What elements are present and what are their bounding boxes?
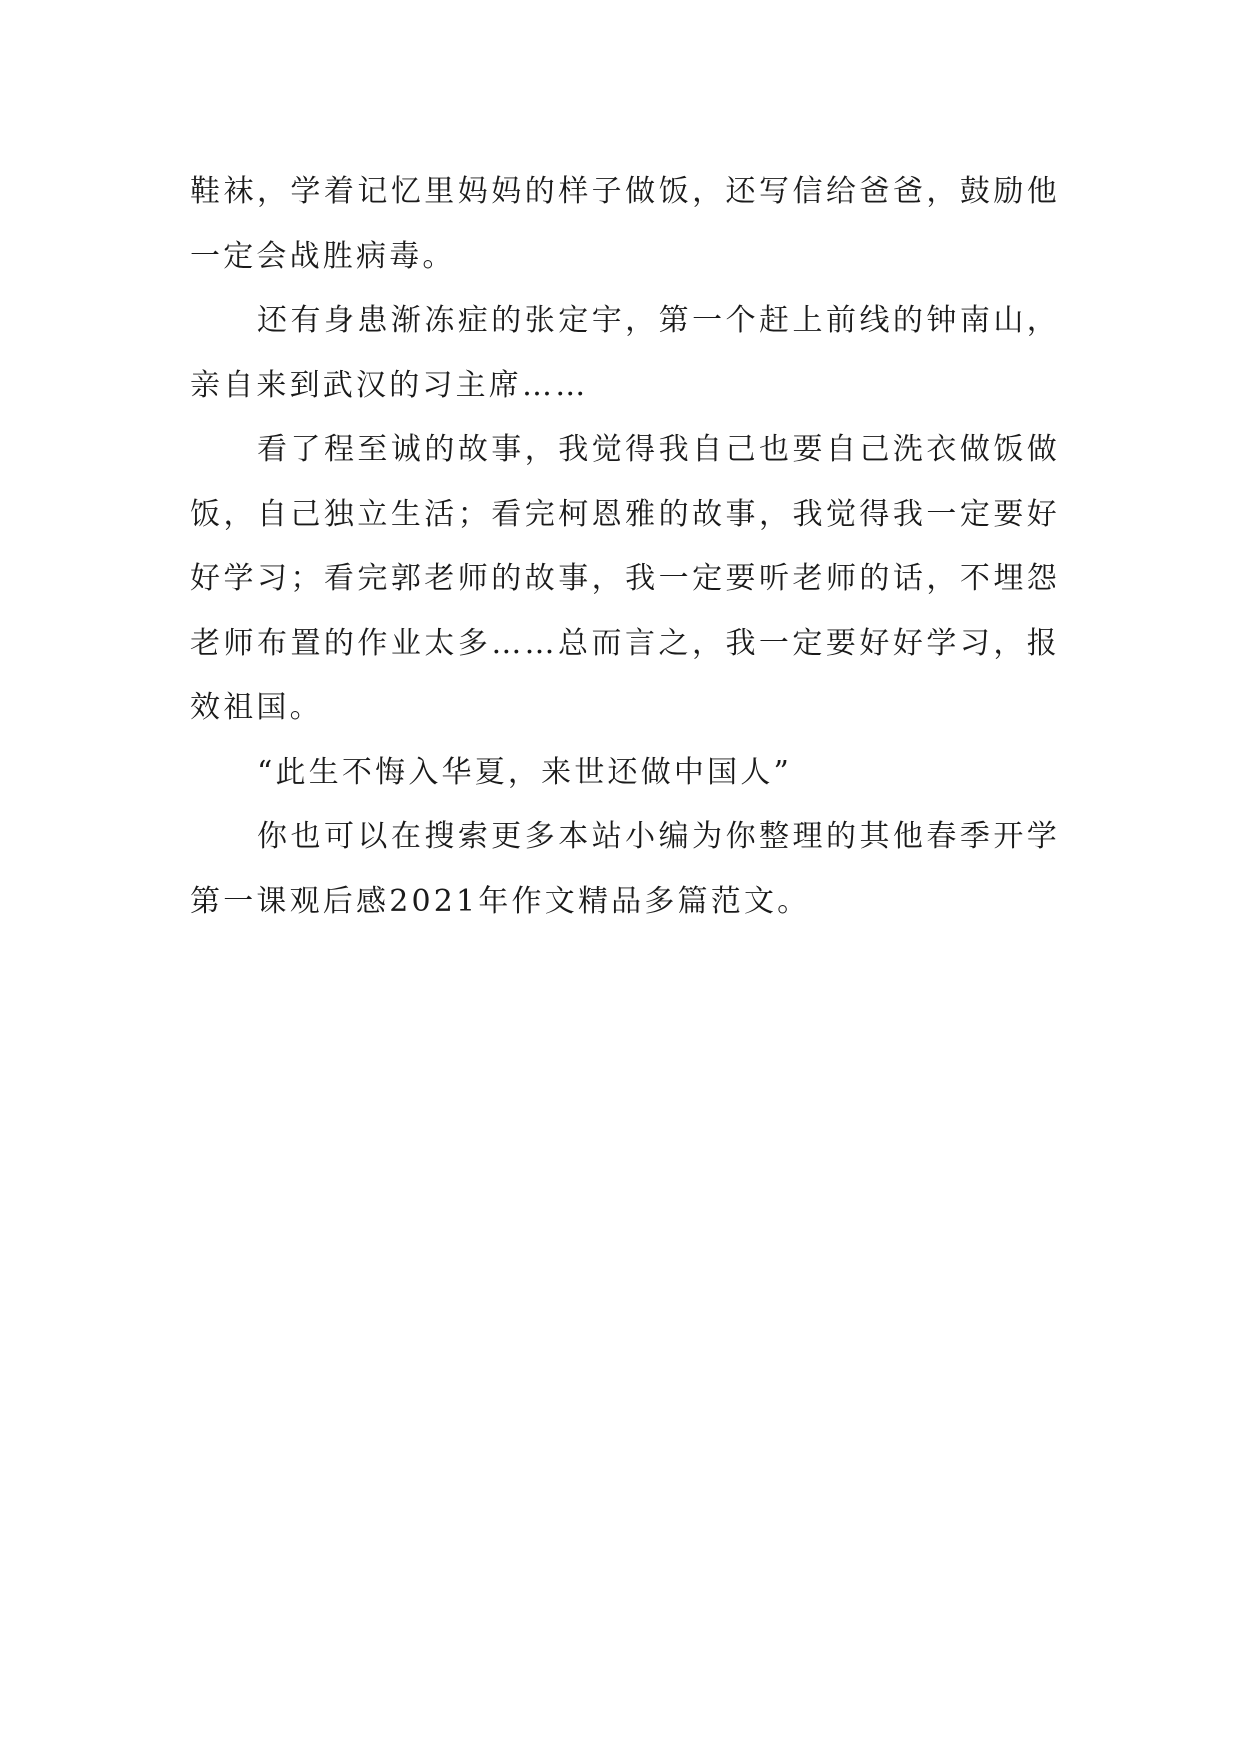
document-body: [190, 160, 1060, 934]
paragraph-heroes: 还有身患渐冻症的张定宇，第一个赶上前线的钟南山，亲自来到武汉的习主席……: [190, 303, 1060, 403]
paragraph-continuation: 鞋袜，学着记忆里妈妈的样子做饭，还写信给爸爸，鼓励他一定会战胜病毒。: [190, 174, 1060, 274]
paragraph-reflection: 看了程至诚的故事，我觉得我自己也要自己洗衣做饭做饭，自己独立生活；看完柯恩雅的故事，我觉得我一定要好好学习；看完郭老师的故事，我一定要听老师的话，不埋怨老师布置的作业太多……总而言之，我一定要好好学习，报效祖国。: [190, 432, 1060, 725]
paragraph-quote: “此生不悔入华夏，来世还做中国人”: [257, 754, 793, 790]
paragraph-closing-note: 你也可以在搜索更多本站小编为你整理的其他春季开学第一课观后感2021年作文精品多篇范文。: [190, 819, 1060, 919]
